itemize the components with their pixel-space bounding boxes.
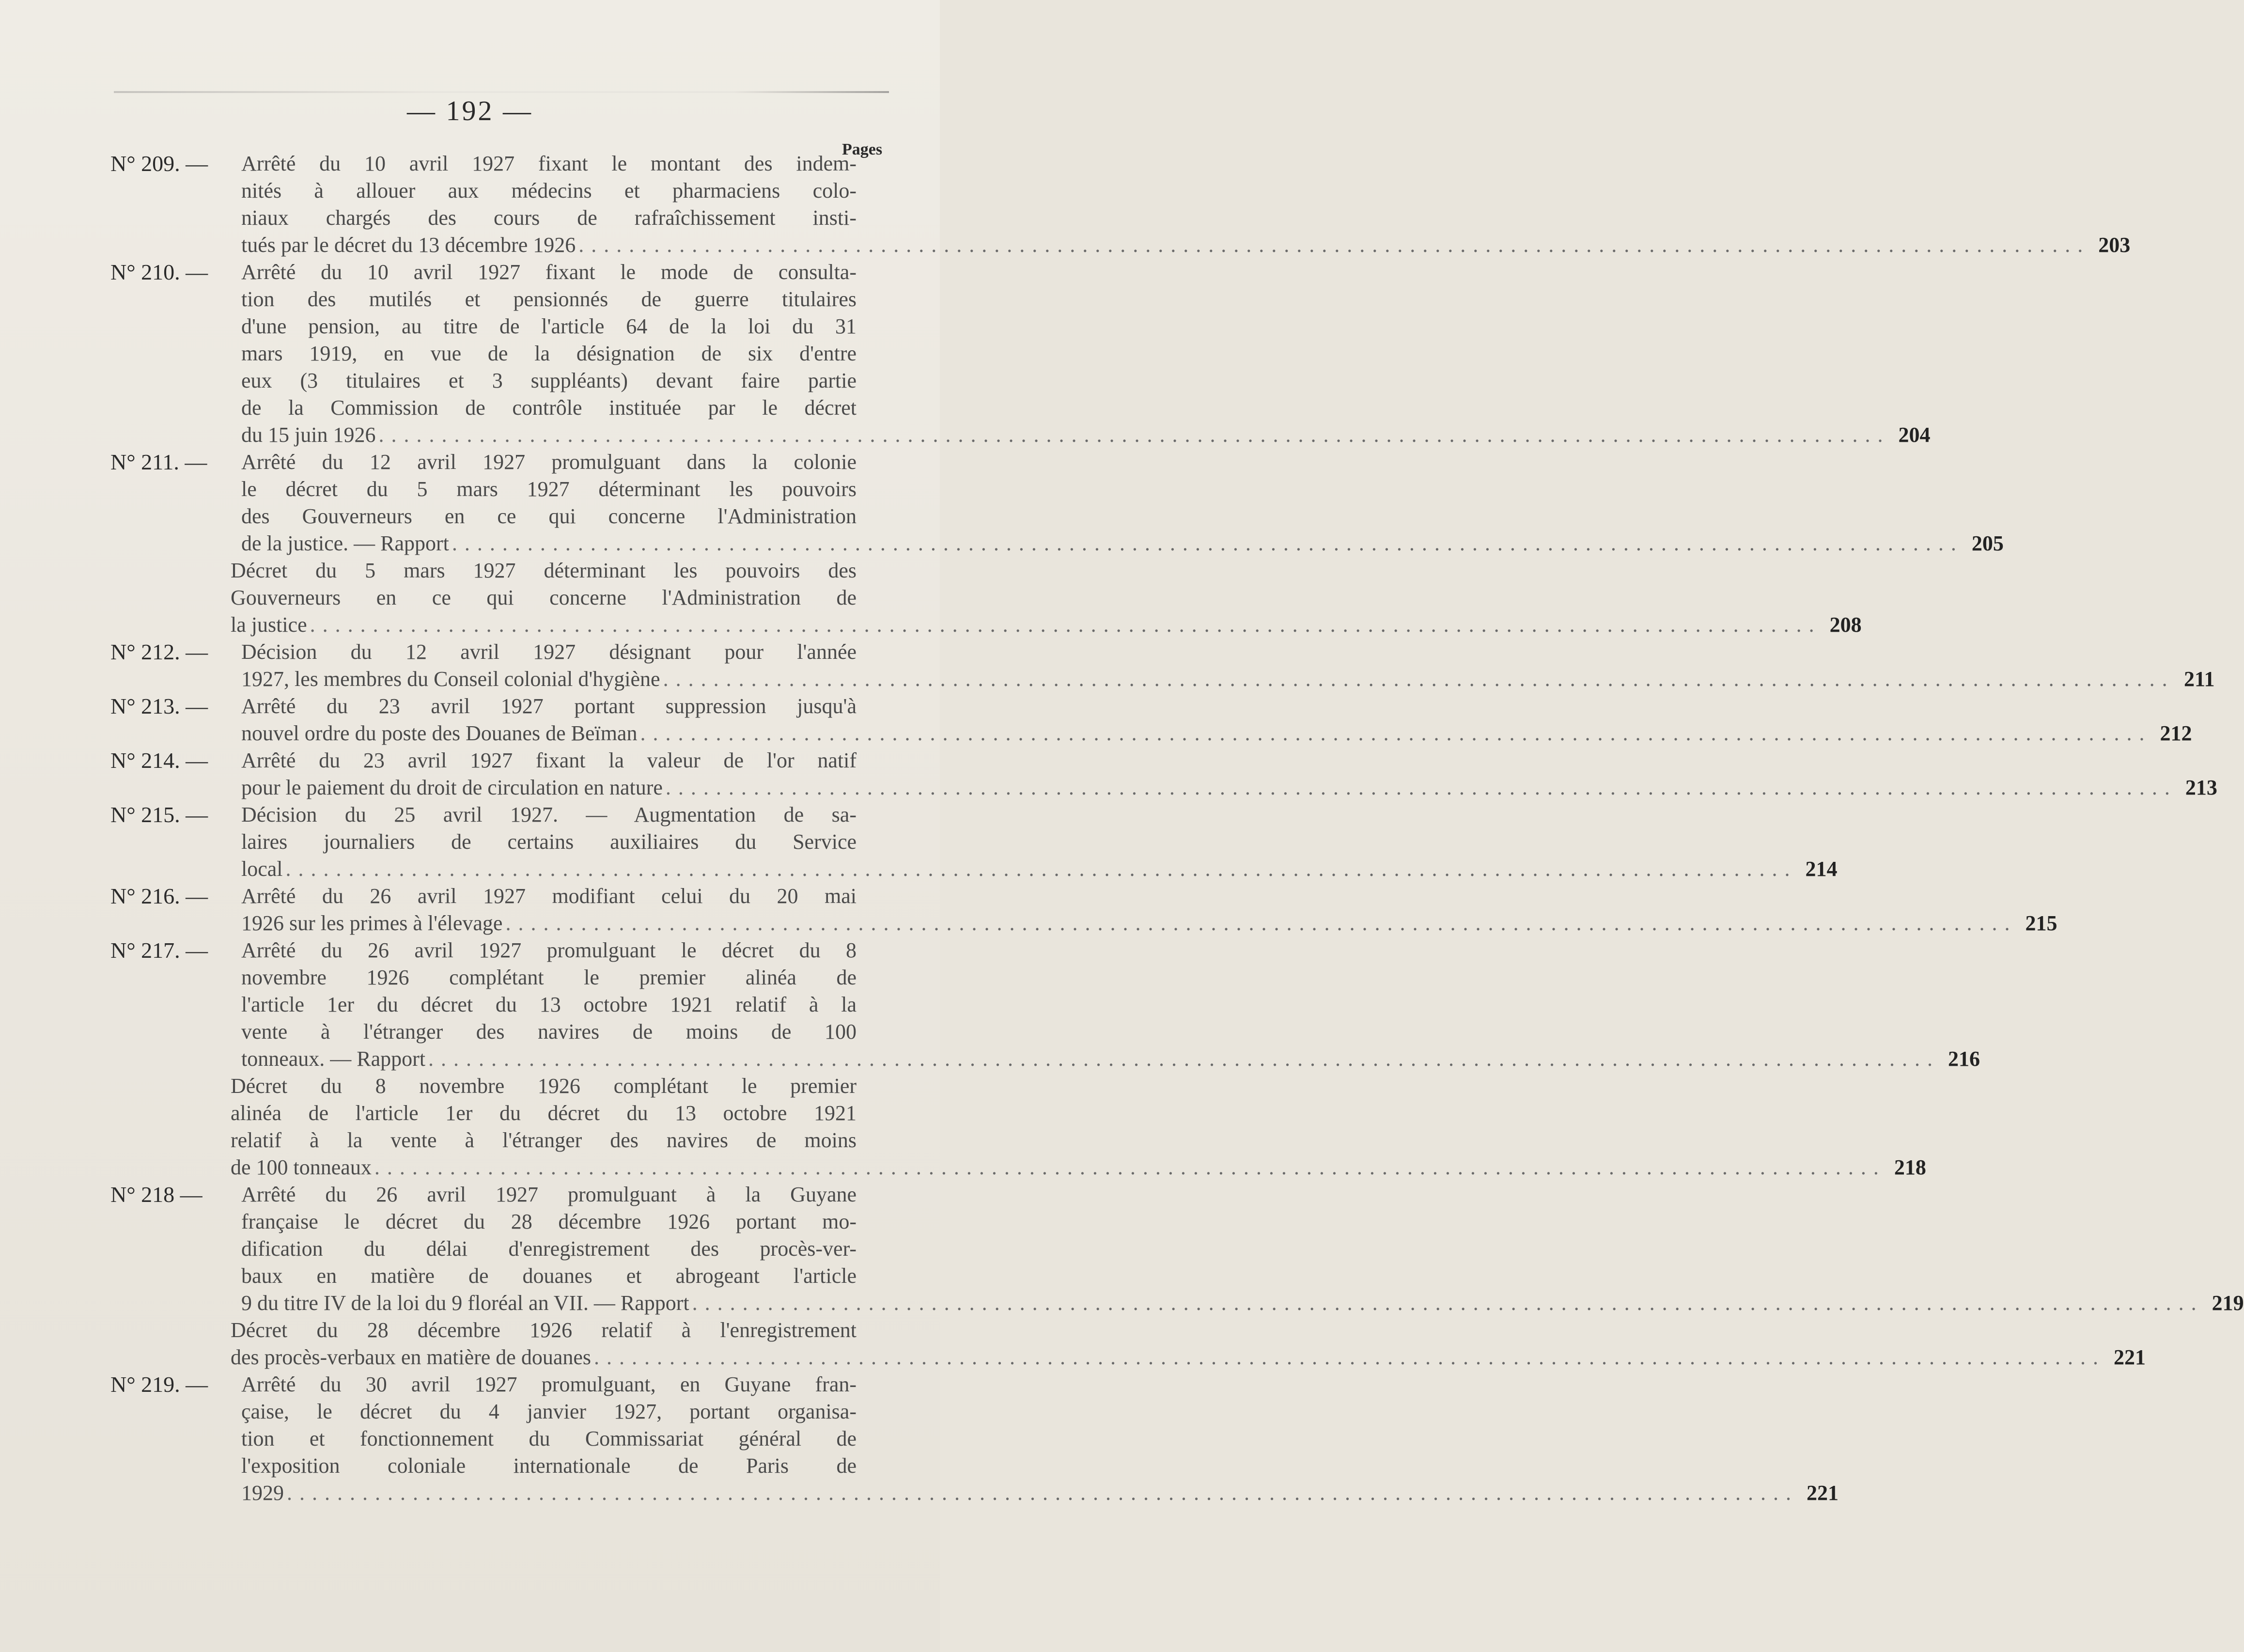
page-number: — 192 — [407, 95, 533, 126]
sub-entry [231, 557, 1862, 639]
entry-line [241, 747, 857, 774]
entry-text: nouvel ordre du poste des Douanes de Beïman [241, 721, 638, 745]
entry-line [241, 150, 857, 177]
entry-line [241, 340, 857, 367]
entry-line [241, 1181, 857, 1208]
entry-text: mars 1919, en vue de la désignation de six d'entre [241, 342, 857, 365]
entry-body [241, 639, 2215, 693]
entry-text: de 100 tonneaux [231, 1155, 372, 1179]
entry-text: baux en matière de douanes et abrogeant l'article [241, 1264, 857, 1288]
entry-line [241, 964, 857, 991]
entry-number: N° 210. — [110, 260, 208, 284]
entry-line [241, 991, 857, 1018]
toc-entry [110, 693, 2192, 747]
entry-text: Décret du 28 décembre 1926 relatif à l'enregistrement [231, 1318, 857, 1342]
entry-body [241, 1371, 1839, 1507]
entry-text: dification du délai d'enregistrement des procès-ver- [241, 1237, 857, 1261]
entry-text: Arrêté du 26 avril 1927 promulguant le décret du 8 [241, 938, 857, 962]
dot-leader: . . . . . . . . . . . . . . . . . . . . . . . . . . . . . . . . . . . . . . . . . . . . . . . . . . . . . . . . . . . . . . . . . . . . . . . . . . . . . . . . . . . . . . . . . . . . . . . . . . . . . . . . . . . . . . . . . . . . . . . . [505, 911, 2011, 935]
sub-entry-line [231, 1127, 857, 1154]
entry-text: des Gouverneurs en ce qui concerne l'Administration [241, 504, 857, 528]
entry-line [241, 1045, 1980, 1073]
entry-text: Arrêté du 23 avril 1927 fixant la valeur de l'or natif [241, 748, 857, 772]
toc-entry [110, 639, 2215, 693]
dot-leader: . . . . . . . . . . . . . . . . . . . . . . . . . . . . . . . . . . . . . . . . . . . . . . . . . . . . . . . . . . . . . . . . . . . . . . . . . . . . . . . . . . . . . . . . . . . . . . . . . . . . . . . . . . . . . . . . . . . . . . . . [285, 857, 1791, 881]
entry-page-number: 216 [1948, 1047, 1980, 1071]
entry-page-number: 221 [1807, 1481, 1839, 1505]
entry-line [241, 367, 857, 394]
entry-text: le décret du 5 mars 1927 déterminant les pouvoirs [241, 477, 857, 501]
entry-text: laires journaliers de certains auxiliaires du Service [241, 830, 857, 854]
entry-text: Arrêté du 10 avril 1927 fixant le montant des indem- [241, 152, 857, 175]
entry-text: nités à allouer aux médecins et pharmaciens colo- [241, 179, 857, 203]
dot-leader: . . . . . . . . . . . . . . . . . . . . . . . . . . . . . . . . . . . . . . . . . . . . . . . . . . . . . . . . . . . . . . . . . . . . . . . . . . . . . . . . . . . . . . . . . . . . . . . . . . . . . . . . . . . . . . . . . . . . . . . . [378, 423, 1884, 447]
entry-page-number: 221 [2114, 1345, 2146, 1369]
entry-line [241, 720, 2192, 747]
sub-entry-line [231, 1073, 857, 1100]
entry-body [231, 1181, 2244, 1371]
entry-text: Arrêté du 10 avril 1927 fixant le mode de consulta- [241, 260, 857, 284]
dot-leader: . . . . . . . . . . . . . . . . . . . . . . . . . . . . . . . . . . . . . . . . . . . . . . . . . . . . . . . . . . . . . . . . . . . . . . . . . . . . . . . . . . . . . . . . . . . . . . . . . . . . . . . . . . . . . . . . . . . . . . . . [663, 667, 2168, 691]
entry-line [241, 1208, 857, 1235]
sub-entry-line [231, 557, 857, 584]
entry-line [241, 1235, 857, 1262]
dot-leader: . . . . . . . . . . . . . . . . . . . . . . . . . . . . . . . . . . . . . . . . . . . . . . . . . . . . . . . . . . . . . . . . . . . . . . . . . . . . . . . . . . . . . . . . . . . . . . . . . . . . . . . . . . . . . . . . . . . . . . . . [665, 776, 2171, 799]
entry-text: Décret du 5 mars 1927 déterminant les pouvoirs des [231, 559, 857, 582]
sub-entry-line [231, 584, 857, 611]
entry-text: niaux chargés des cours de rafraîchissement insti- [241, 206, 857, 230]
entry-page-number: 204 [1898, 423, 1931, 447]
entry-line [241, 774, 2217, 801]
entry-line [241, 232, 2131, 259]
toc-entry [110, 1371, 1839, 1507]
entry-line [241, 1290, 2244, 1317]
entry-line [241, 666, 2215, 693]
entry-number: N° 209. — [110, 151, 208, 176]
entry-page-number: 211 [2183, 667, 2215, 691]
entry-text: la justice [231, 613, 307, 637]
entry-body [231, 937, 1980, 1181]
sub-entry-line [231, 1100, 857, 1127]
entry-text: tion des mutilés et pensionnés de guerre titulaires [241, 287, 857, 311]
entry-text: tués par le décret du 13 décembre 1926 [241, 233, 576, 257]
entry-line [241, 530, 2004, 557]
toc-entry [110, 150, 2131, 259]
scan-artifact [114, 91, 889, 93]
entry-text: Décision du 25 avril 1927. — Augmentation de sa- [241, 803, 857, 826]
entry-text: Gouverneurs en ce qui concerne l'Administration de [231, 586, 857, 609]
entry-line [241, 476, 857, 503]
entry-text: Arrêté du 12 avril 1927 promulguant dans la colonie [241, 450, 857, 474]
sub-entry-line [231, 1317, 857, 1344]
entry-line [241, 421, 1931, 449]
entry-line [241, 937, 857, 964]
dot-leader: . . . . . . . . . . . . . . . . . . . . . . . . . . . . . . . . . . . . . . . . . . . . . . . . . . . . . . . . . . . . . . . . . . . . . . . . . . . . . . . . . . . . . . . . . . . . . . . . . . . . . . . . . . . . . . . . . . . . . . . . [594, 1345, 2100, 1369]
toc-entry [110, 801, 1838, 883]
entry-number: N° 215. — [110, 802, 208, 827]
dot-leader: . . . . . . . . . . . . . . . . . . . . . . . . . . . . . . . . . . . . . . . . . . . . . . . . . . . . . . . . . . . . . . . . . . . . . . . . . . . . . . . . . . . . . . . . . . . . . . . . . . . . . . . . . . . . . . . . . . . . . . . . [310, 613, 1815, 637]
entry-text: alinéa de l'article 1er du décret du 13 octobre 1921 [231, 1101, 857, 1125]
entry-text: novembre 1926 complétant le premier alinéa de [241, 966, 857, 989]
sub-entry [231, 1073, 1926, 1181]
toc-entry [110, 449, 2004, 639]
entry-number: N° 212. — [110, 639, 208, 664]
entry-text: 9 du titre IV de la loi du 9 floréal an VII. — Rapport [241, 1291, 689, 1315]
entry-text: 1929 [241, 1481, 284, 1505]
entry-line [241, 503, 857, 530]
dot-leader: . . . . . . . . . . . . . . . . . . . . . . . . . . . . . . . . . . . . . . . . . . . . . . . . . . . . . . . . . . . . . . . . . . . . . . . . . . . . . . . . . . . . . . . . . . . . . . . . . . . . . . . . . . . . . . . . . . . . . . . . [287, 1481, 1792, 1505]
entry-number: N° 217. — [110, 938, 208, 963]
entry-line [241, 259, 857, 286]
entry-text: relatif à la vente à l'étranger des navires de moins [231, 1128, 857, 1152]
entry-text: tonneaux. — Rapport [241, 1047, 426, 1071]
dot-leader: . . . . . . . . . . . . . . . . . . . . . . . . . . . . . . . . . . . . . . . . . . . . . . . . . . . . . . . . . . . . . . . . . . . . . . . . . . . . . . . . . . . . . . . . . . . . . . . . . . . . . . . . . . . . . . . . . . . . . . . . [428, 1047, 1934, 1071]
entry-line [241, 639, 857, 666]
entry-text: de la justice. — Rapport [241, 531, 449, 555]
entry-body [241, 747, 2217, 801]
entry-page-number: 213 [2185, 776, 2217, 799]
entry-text: Arrêté du 26 avril 1927 modifiant celui du 20 mai [241, 884, 857, 908]
dot-leader: . . . . . . . . . . . . . . . . . . . . . . . . . . . . . . . . . . . . . . . . . . . . . . . . . . . . . . . . . . . . . . . . . . . . . . . . . . . . . . . . . . . . . . . . . . . . . . . . . . . . . . . . . . . . . . . . . . . . . . . . [692, 1291, 2197, 1315]
entry-text: 1926 sur les primes à l'élevage [241, 911, 503, 935]
toc-entry [110, 937, 1980, 1181]
entry-line [241, 204, 857, 232]
entry-page-number: 212 [2160, 721, 2192, 745]
entry-number: N° 214. — [110, 748, 208, 773]
entry-line [241, 286, 857, 313]
entry-line [241, 177, 857, 204]
entry-line [241, 801, 857, 828]
entry-line [241, 1425, 857, 1452]
entry-number: N° 219. — [110, 1372, 208, 1397]
entry-line [241, 313, 857, 340]
entry-page-number: 219 [2212, 1291, 2244, 1315]
dot-leader: . . . . . . . . . . . . . . . . . . . . . . . . . . . . . . . . . . . . . . . . . . . . . . . . . . . . . . . . . . . . . . . . . . . . . . . . . . . . . . . . . . . . . . . . . . . . . . . . . . . . . . . . . . . . . . . . . . . . . . . . [640, 721, 2146, 745]
entry-text: Arrêté du 26 avril 1927 promulguant à la Guyane [241, 1183, 857, 1206]
sub-entry-line [231, 1344, 2146, 1371]
entry-page-number: 214 [1805, 857, 1838, 881]
entry-text: des procès-verbaux en matière de douanes [231, 1345, 592, 1369]
entry-text: tion et fonctionnement du Commissariat général de [241, 1427, 857, 1450]
entry-page-number: 208 [1829, 613, 1862, 637]
sub-entry-line [231, 1154, 1926, 1181]
entry-body [241, 259, 1931, 449]
sub-entry-line [231, 611, 1862, 639]
entry-line [241, 1018, 857, 1045]
entry-line [241, 1452, 857, 1480]
entry-text: 1927, les membres du Conseil colonial d'hygiène [241, 667, 660, 691]
toc-entry [110, 883, 2057, 937]
toc-entry [110, 259, 1931, 449]
entry-line [241, 856, 1838, 883]
entry-text: du 15 juin 1926 [241, 423, 376, 447]
entry-text: Arrêté du 30 avril 1927 promulguant, en Guyane fran- [241, 1372, 857, 1396]
entry-number: N° 211. — [110, 450, 207, 474]
entry-line [241, 910, 2057, 937]
entry-text: l'article 1er du décret du 13 octobre 1921 relatif à la [241, 993, 857, 1016]
entry-line [241, 883, 857, 910]
entry-line [241, 1262, 857, 1290]
entry-body [241, 693, 2192, 747]
sub-entry [231, 1317, 2146, 1371]
entry-text: Arrêté du 23 avril 1927 portant suppression jusqu'à [241, 694, 857, 718]
entry-line [241, 1480, 1839, 1507]
entry-line [241, 449, 857, 476]
entry-page-number: 218 [1894, 1155, 1926, 1179]
entry-number: N° 213. — [110, 694, 208, 718]
entry-number: N° 218 — [110, 1182, 203, 1207]
entry-body [241, 883, 2057, 937]
entry-body [241, 150, 2131, 259]
entry-text: local [241, 857, 283, 881]
toc-entry [110, 1181, 2244, 1371]
entry-line [241, 394, 857, 421]
entry-text: vente à l'étranger des navires de moins de 100 [241, 1020, 857, 1044]
entry-text: Décision du 12 avril 1927 désignant pour l'année [241, 640, 857, 664]
toc-entry [110, 747, 2217, 801]
dot-leader: . . . . . . . . . . . . . . . . . . . . . . . . . . . . . . . . . . . . . . . . . . . . . . . . . . . . . . . . . . . . . . . . . . . . . . . . . . . . . . . . . . . . . . . . . . . . . . . . . . . . . . . . . . . . . . . . . . . . . . . . [578, 233, 2084, 257]
entry-text: de la Commission de contrôle instituée par le décret [241, 396, 857, 420]
table-of-contents [110, 150, 2244, 1507]
dot-leader: . . . . . . . . . . . . . . . . . . . . . . . . . . . . . . . . . . . . . . . . . . . . . . . . . . . . . . . . . . . . . . . . . . . . . . . . . . . . . . . . . . . . . . . . . . . . . . . . . . . . . . . . . . . . . . . . . . . . . . . . [374, 1155, 1880, 1179]
entry-page-number: 203 [2098, 233, 2131, 257]
entry-text: française le décret du 28 décembre 1926 portant mo- [241, 1210, 857, 1233]
entry-line [241, 828, 857, 856]
entry-page-number: 215 [2025, 911, 2057, 935]
entry-body [231, 449, 2004, 639]
entry-line [241, 1371, 857, 1398]
entry-text: Décret du 8 novembre 1926 complétant le premier [231, 1074, 857, 1098]
entry-text: eux (3 titulaires et 3 suppléants) devant faire partie [241, 369, 857, 392]
entry-line [241, 1398, 857, 1425]
entry-text: çaise, le décret du 4 janvier 1927, portant organisa- [241, 1400, 857, 1423]
entry-text: d'une pension, au titre de l'article 64 de la loi du 31 [241, 314, 857, 338]
entry-line [241, 693, 857, 720]
dot-leader: . . . . . . . . . . . . . . . . . . . . . . . . . . . . . . . . . . . . . . . . . . . . . . . . . . . . . . . . . . . . . . . . . . . . . . . . . . . . . . . . . . . . . . . . . . . . . . . . . . . . . . . . . . . . . . . . . . . . . . . . [452, 531, 1957, 555]
entry-body [241, 801, 1838, 883]
entry-text: pour le paiement du droit de circulation en nature [241, 776, 663, 799]
pages-column-heading: Pages [842, 140, 883, 158]
entry-page-number: 205 [1971, 531, 2004, 555]
entry-text: l'exposition coloniale internationale de Paris de [241, 1454, 857, 1478]
entry-number: N° 216. — [110, 884, 208, 908]
